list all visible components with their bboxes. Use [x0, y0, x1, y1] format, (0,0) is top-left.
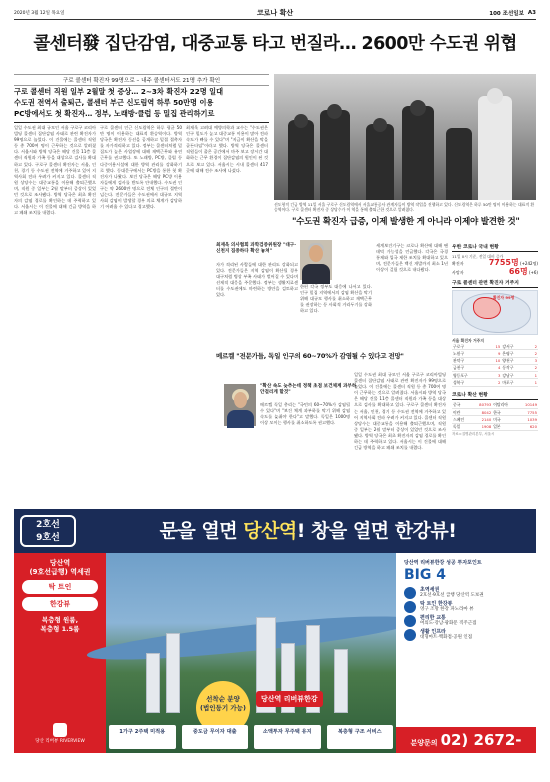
subhead-1: 구로 콜센터 직원 일부 2월말 첫 증상… 2~3차 확진자 22명 일대: [14, 87, 224, 96]
photo-caption: 선도형적 긴급 방역 11일 서울 구로구 신도림역에서 서울교통공사 관계자들이 방역 작업을 진행하고 있다. 신도림역은 하루 50만 명이 이용하는 대표적 환승역이다. 구로 콜센터 확진자 중 상당수가 이 역을 통해 출퇴근한 것으로 알려졌다.: [274, 202, 535, 213]
country-count: 1039: [517, 416, 538, 423]
country-count: 7755: [517, 409, 538, 416]
feature-icon: [404, 629, 416, 641]
deaths-delta: (+6): [528, 270, 538, 275]
district-name: 동작구: [501, 364, 528, 371]
map-label: 확진자 99명: [493, 295, 515, 300]
table-title: 서울 확진자 거주지: [452, 338, 484, 343]
page-headline: 콜센터發 집단감염, 대중교통 타고 번질라… 2600만 수도권 위협: [33, 34, 517, 54]
ad-right-panel: [396, 553, 536, 778]
main-photo: [274, 74, 536, 200]
issue-date: 2020년 3월 12일 목요일: [14, 10, 65, 16]
body-text: 최재욱 고려대 예방의학과 교수는 "수도권은 인구 밀도가 높고 대중교통 이용이 많아 전파 속도가 빠를 수 있다"며 "지금이 확산을 막을 골든타임"이라고 했다. 방역 당국은 콜센터 직원들이 좁은 공간에서 마주 보고 장시간 대화하는 근무 환경이 집단감염의 원인이 된 것으로 보고 있다. 서울시는 시내 콜센터 417곳에 대해 전수 조사에 나섰다.: [186, 125, 268, 173]
ad-big4: BIG 4: [404, 567, 446, 583]
han-river: [86, 608, 417, 668]
pull-quote: "수도권 확진자 급증, 이제 발생한 게 아니라 이제야 발견한 것": [292, 217, 520, 227]
district-count: 2: [487, 379, 501, 386]
body-column-7: [376, 243, 448, 350]
body-text: 한편 각국 정부도 대응에 나서고 있다. 인구 밀집 지역에서의 감염 확산을 막기 위해 대규모 행사를 취소하고 재택근무를 권장하는 등 사회적 거리두기를 강화하고 있다.: [300, 284, 372, 314]
brand-logo: 100 조선일보: [489, 10, 524, 17]
table-row: [452, 357, 538, 364]
body-text: 일일 수도권 최대 규모인 서울 구로구 코리아빌딩 콜센터 집단감염 사태로 관련 확진자가 99명으로 늘었다. 이 건물에는 콜센터 직원 등 총 700여 명이 근무하는 것으로 알려졌다. 서울시와 방역 당국은 해당 건물 11층 콜센터 직원과 가족 등을 대상으로 검사를 확대하고 있다. 구로구 콜센터 확진자는 서울, 인천, 경기 등 수도권 전역에 거주하고 있어 지역사회 전파 우려가 커지고 있다. 콜센터 직원 상당수는 대중교통을 이용해 출퇴근했으며, 직원 중 일부는 2월 말부터 증상이 있었던 것으로 조사됐다. 방역 당국은 최초 확진자의 감염 경로를 확인하는 데 주력하고 있다. 서울시는 이 건물에 대해 긴급 방역을 하고 폐쇄 조치를 내렸다.: [354, 372, 446, 451]
country-name: 이란: [452, 409, 471, 416]
feature-desc: 영구 조망 한강 파노라마 뷰: [420, 607, 474, 612]
ad-brand: 당산역 리버뷰한강 성공 투자포인트: [404, 560, 482, 566]
ad-station-text: 당산역 (9호선급행) 역세권: [29, 559, 91, 576]
body-text: 구로 콜센터 인근 신도림역은 하루 평균 50만 명이 이용하는 대표적 환승역이다. 방역 당국은 확진자 동선을 공개하고 밀접 접촉자를 자가격리하고 있다. 정부는 콜센터처럼 밀집도가 높은 사업장에 대해 재택근무와 유연근무를 권고했다. 또 노래방, PC방, 클럽 등 다중이용시설에 대한 방역 관리를 강화하기로 했다. 동대문구에서는 PC방을 통한 첫 확진자가 나왔다. 보건 당국은 해당 PC방 이용자들에게 검사를 받도록 안내했다. 수도권 인구는 약 2600만 명으로 전체 인구의 절반이 넘는다. 전문가들은 수도권에서 대규모 지역사회 감염이 발생할 경우 의료 체계가 감당하기 어려울 수 있다고 경고했다.: [100, 125, 182, 210]
district-count: 15: [487, 343, 501, 350]
ad-header: [14, 509, 536, 553]
district-name: 금천구: [452, 364, 487, 371]
district-name: 성북구: [452, 379, 487, 386]
ad-logo: 당산 리버뷰 RIVERVIEW: [30, 723, 90, 745]
body-text: 세계보건기구는 코로나 확산에 대해 팬데믹 가능성을 언급했다. 각국은 국경 통제와 입국 제한 조치를 확대하고 있으며, 전문가들은 백신 개발까지 최소 1년 이상이 걸릴 것으로 내다봤다.: [376, 243, 448, 273]
country-count: 8042: [471, 409, 492, 416]
body-column-4: [216, 262, 298, 350]
district-name: 관악구: [452, 357, 487, 364]
district-count: 2: [529, 364, 538, 371]
body-column-6: [260, 402, 350, 502]
country-count: 1908: [471, 423, 492, 430]
district-count: 1: [529, 372, 538, 379]
ad-feature: [404, 587, 528, 599]
ad-feature: [404, 601, 528, 613]
country-count: 10149: [517, 402, 538, 409]
data-source: 자료=질병관리본부, 서울시: [452, 431, 495, 436]
feature-icon: [404, 601, 416, 613]
interview-title-1: 최재욱 의사협회 과학검증위원장 "대구·신천지 집중하다 확산 놓쳐": [216, 243, 296, 255]
status-sidebar: [452, 243, 538, 437]
body-column-8: [354, 372, 446, 502]
country-count: 620: [517, 423, 538, 430]
district-count: 2: [529, 343, 538, 350]
feature-desc: 여의도·강남·광화문 직주근접: [420, 621, 477, 626]
feature-title: 편리한 교통: [420, 615, 446, 621]
district-name: 양천구: [501, 357, 528, 364]
ad-project-badge: 당산역 리버뷰한강: [256, 691, 323, 707]
feature-icon: [404, 615, 416, 627]
benefit-box: 중도금 무이자 대출: [182, 725, 249, 749]
country-count: 80793: [471, 402, 492, 409]
deaths-label: 사망자: [452, 270, 464, 275]
body-text: 메르켈 독일 총리는 "국민의 60~70%가 감염될 수 있다"며 "보건 체계 과부하를 막기 위해 감염 속도를 늦춰야 한다"고 말했다. 독일은 1000명 이상 모이는 행사를 취소하도록 권고했다.: [260, 402, 350, 426]
feature-desc: 2호선·9호선 급행 당산역 도보권: [420, 593, 484, 598]
logo-icon: [53, 723, 67, 737]
sidebar-subtitle: 11일 0시 기준, 전일 대비 증가: [452, 254, 504, 259]
body-text: 자가 격리된 사람들에 대한 관리도 강화되고 있다. 전문가들은 지역 감염이 확산될 경우 대구처럼 병상 부족 사태가 벌어질 수 있다며 선제적 대응을 주문했다. 정부는 생활치료센터를 수도권에도 마련하는 방안을 검토하고 있다.: [216, 262, 298, 298]
confirmed-delta: (+242명): [520, 261, 538, 266]
country-name: 미국: [492, 416, 517, 423]
country-name: 스페인: [452, 416, 471, 423]
page-number: A3: [527, 9, 536, 16]
ad-pill-2: 한강뷰: [22, 597, 98, 611]
ad-feature: [404, 629, 528, 641]
deaths-stat: [452, 268, 538, 277]
feature-title: 탁 트인 한강뷰: [420, 601, 453, 607]
country-name: 독일: [452, 423, 471, 430]
district-count: 1: [529, 379, 538, 386]
ad-feature: [404, 615, 528, 627]
country-name: 한국: [492, 409, 517, 416]
table-row: [452, 372, 538, 379]
confirmed-label: 확진자: [452, 261, 464, 266]
country-title: 코로나 확산 현황: [452, 391, 538, 400]
interview-portrait-1: [300, 240, 332, 280]
feature-icon: [404, 587, 416, 599]
district-name: 노원구: [452, 350, 487, 357]
district-name: 영등포구: [452, 372, 487, 379]
table-row: [452, 350, 538, 357]
country-table: [452, 402, 538, 431]
body-column-5: [300, 284, 372, 350]
district-count: 10: [487, 357, 501, 364]
district-name: 마포구: [501, 379, 528, 386]
residence-map: [452, 290, 538, 335]
district-count: 4: [487, 364, 501, 371]
subheads: [14, 86, 269, 123]
section-title: 코로나 확산: [256, 8, 294, 17]
district-count: 3: [487, 372, 501, 379]
table-row: [452, 343, 538, 350]
district-count: 2: [529, 350, 538, 357]
deaths-value: 66명: [508, 267, 528, 276]
ad-benefit-boxes: [106, 721, 396, 753]
benefit-box: 1가구 2주택 미적용: [109, 725, 176, 749]
district-name: 은평구: [501, 350, 528, 357]
feature-title: 생활 인프라: [420, 629, 446, 635]
body-column-2: [100, 125, 182, 503]
feature-desc: 대형마트·백화점·공원 인접: [420, 635, 473, 640]
country-name: 이탈리아: [492, 402, 517, 409]
subway-line-badge: 2호선 9호선: [20, 515, 76, 547]
table-row: [452, 402, 538, 409]
body-column-1: [14, 125, 96, 503]
masthead-right: [489, 9, 536, 17]
district-count: 3: [529, 357, 538, 364]
benefit-box: 소액투자 무주택 유지: [254, 725, 321, 749]
district-name: 강남구: [501, 372, 528, 379]
masthead: [14, 6, 536, 20]
feature-title: 초역세권: [420, 587, 440, 593]
country-name: 일본: [492, 423, 517, 430]
subhead-2: 수도권 전역서 출퇴근, 콜센터 부근 신도림역 하루 50만명 이용: [14, 98, 214, 107]
table-row: [452, 379, 538, 386]
ad-sale-circle: 선착순 분양 (법인등기 가능): [196, 681, 250, 735]
confirmed-value: 7755명: [488, 258, 519, 267]
advertisement[interactable]: [14, 509, 536, 778]
district-name: 구로구: [452, 343, 487, 350]
table-row: [452, 423, 538, 430]
kicker: 구로 콜센터 확진자 99명으로 – 내주 콜센터서도 21명 추가 확인: [14, 74, 269, 86]
merkel-headline: 메르켈 "전문가들, 독일 인구의 60~70%가 감염될 수 있다고 전망": [216, 352, 404, 360]
merkel-portrait: [224, 384, 256, 426]
ad-headline: 문을 열면 당산역! 창을 열면 한강뷰!: [159, 520, 457, 542]
country-count: 2140: [471, 416, 492, 423]
map-title: 구로 콜센터 관련 확진자 거주지: [452, 279, 538, 288]
table-row: [452, 416, 538, 423]
sidebar-title: 우한 코로나 국내 현황: [452, 243, 538, 252]
country-name: 중국: [452, 402, 471, 409]
ad-pill-1: 탁 트인: [22, 580, 98, 594]
district-name: 강서구: [501, 343, 528, 350]
table-row: [452, 409, 538, 416]
table-row: [452, 364, 538, 371]
ad-room-type: 복층형 원룸, 복층형 1.5룸: [40, 616, 80, 633]
district-count: 9: [487, 350, 501, 357]
interview-title-2: "확산 속도 늦추는데 정책 초점 보건체계 과부하 안걸리게 할것": [260, 384, 357, 396]
ad-phone[interactable]: 분양문의 02) 2672-3133: [396, 727, 536, 753]
body-text: 일일 수도권 최대 규모인 서울 구로구 코리아빌딩 콜센터 집단감염 사태로 관련 확진자가 99명으로 늘었다. 이 건물에는 콜센터 직원 등 총 700여 명이 근무하는 것으로 알려졌다. 서울시와 방역 당국은 해당 건물 11층 콜센터 직원과 가족 등을 대상으로 검사를 확대하고 있다. 구로구 콜센터 확진자는 서울, 인천, 경기 등 수도권 전역에 거주하고 있어 지역사회 전파 우려가 커지고 있다. 콜센터 직원 상당수는 대중교통을 이용해 출퇴근했으며, 직원 중 일부는 2월 말부터 증상이 있었던 것으로 조사됐다. 방역 당국은 최초 확진자의 감염 경로를 확인하는 데 주력하고 있다. 서울시는 이 건물에 대해 긴급 방역을 하고 폐쇄 조치를 내렸다.: [14, 125, 96, 216]
subhead-3: PC방에서도 첫 확진자… 정부, 노래방·클럽 등 밀집 관리하기로: [14, 109, 215, 118]
benefit-box: 복층형 구조 서비스: [327, 725, 394, 749]
district-table: [452, 343, 538, 387]
